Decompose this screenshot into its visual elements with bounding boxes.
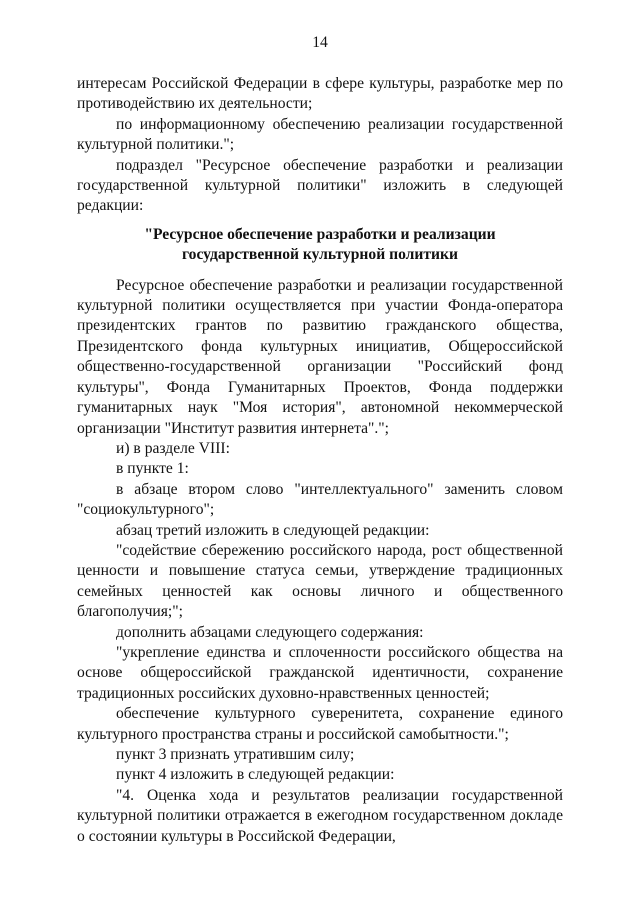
- paragraph: пункт 3 признать утратившим силу;: [116, 746, 355, 763]
- paragraph: обеспечение культурного суверенитета, сохранение единого культурного пространства страны и российской самобытности.";: [77, 705, 563, 743]
- page-number: 14: [312, 34, 328, 51]
- paragraph: абзац третий изложить в следующей редакции:: [116, 521, 430, 539]
- paragraph: "укрепление единства и сплоченности российского общества на основе общероссийской гражданской идентичности, сохранение традиционных российских духовно-нравственных ценностей;: [77, 643, 563, 702]
- paragraph: и) в разделе VIII:: [116, 439, 230, 457]
- paragraph: по информационному обеспечению реализации государственной культурной политики.";: [77, 115, 563, 154]
- paragraph: в пункте 1:: [116, 460, 189, 478]
- section-heading: [77, 225, 563, 266]
- paragraph: в абзаце втором слово "интеллектуального" заменить словом "социокультурного";: [77, 480, 563, 519]
- paragraph: Ресурсное обеспечение разработки и реализации государственной культурной политики осуществляется при участии Фонда-оператора президентских грантов по развитию гражданского общества, Президентского фонда культурных инициатив, Общероссийской общественно-государственной организации "Российский фонд культуры", Фонда Гуманитарных Проектов, Фонда поддержки гуманитарных наук "Моя история", автономной некоммерческой организации "Институт развития интернета".";: [77, 276, 563, 437]
- paragraph: подраздел "Ресурсное обеспечение разработки и реализации государственной культурной политики" изложить в следующей редакции:: [77, 156, 563, 215]
- paragraph: пункт 4 изложить в следующей редакции:: [116, 766, 395, 784]
- paragraph: дополнить абзацами следующего содержания:: [116, 623, 424, 641]
- section-heading-line: "Ресурсное обеспечение разработки и реализации: [144, 225, 496, 243]
- paragraph: "4. Оценка хода и результатов реализации государственной культурной политики отражается в ежегодном государственном докладе о состоянии культуры в Российской Федерации,: [77, 786, 563, 845]
- paragraph: "содействие сбережению российского народа, рост общественной ценности и повышение статуса семьи, утверждение традиционных семейных ценностей как основы личного и общественного благополучия;";: [77, 541, 563, 621]
- section-heading-line: государственной культурной политики: [181, 246, 459, 264]
- document-body: [77, 74, 563, 847]
- paragraph: интересам Российской Федерации в сфере культуры, разработке мер по противодействию их деятельности;: [77, 75, 563, 113]
